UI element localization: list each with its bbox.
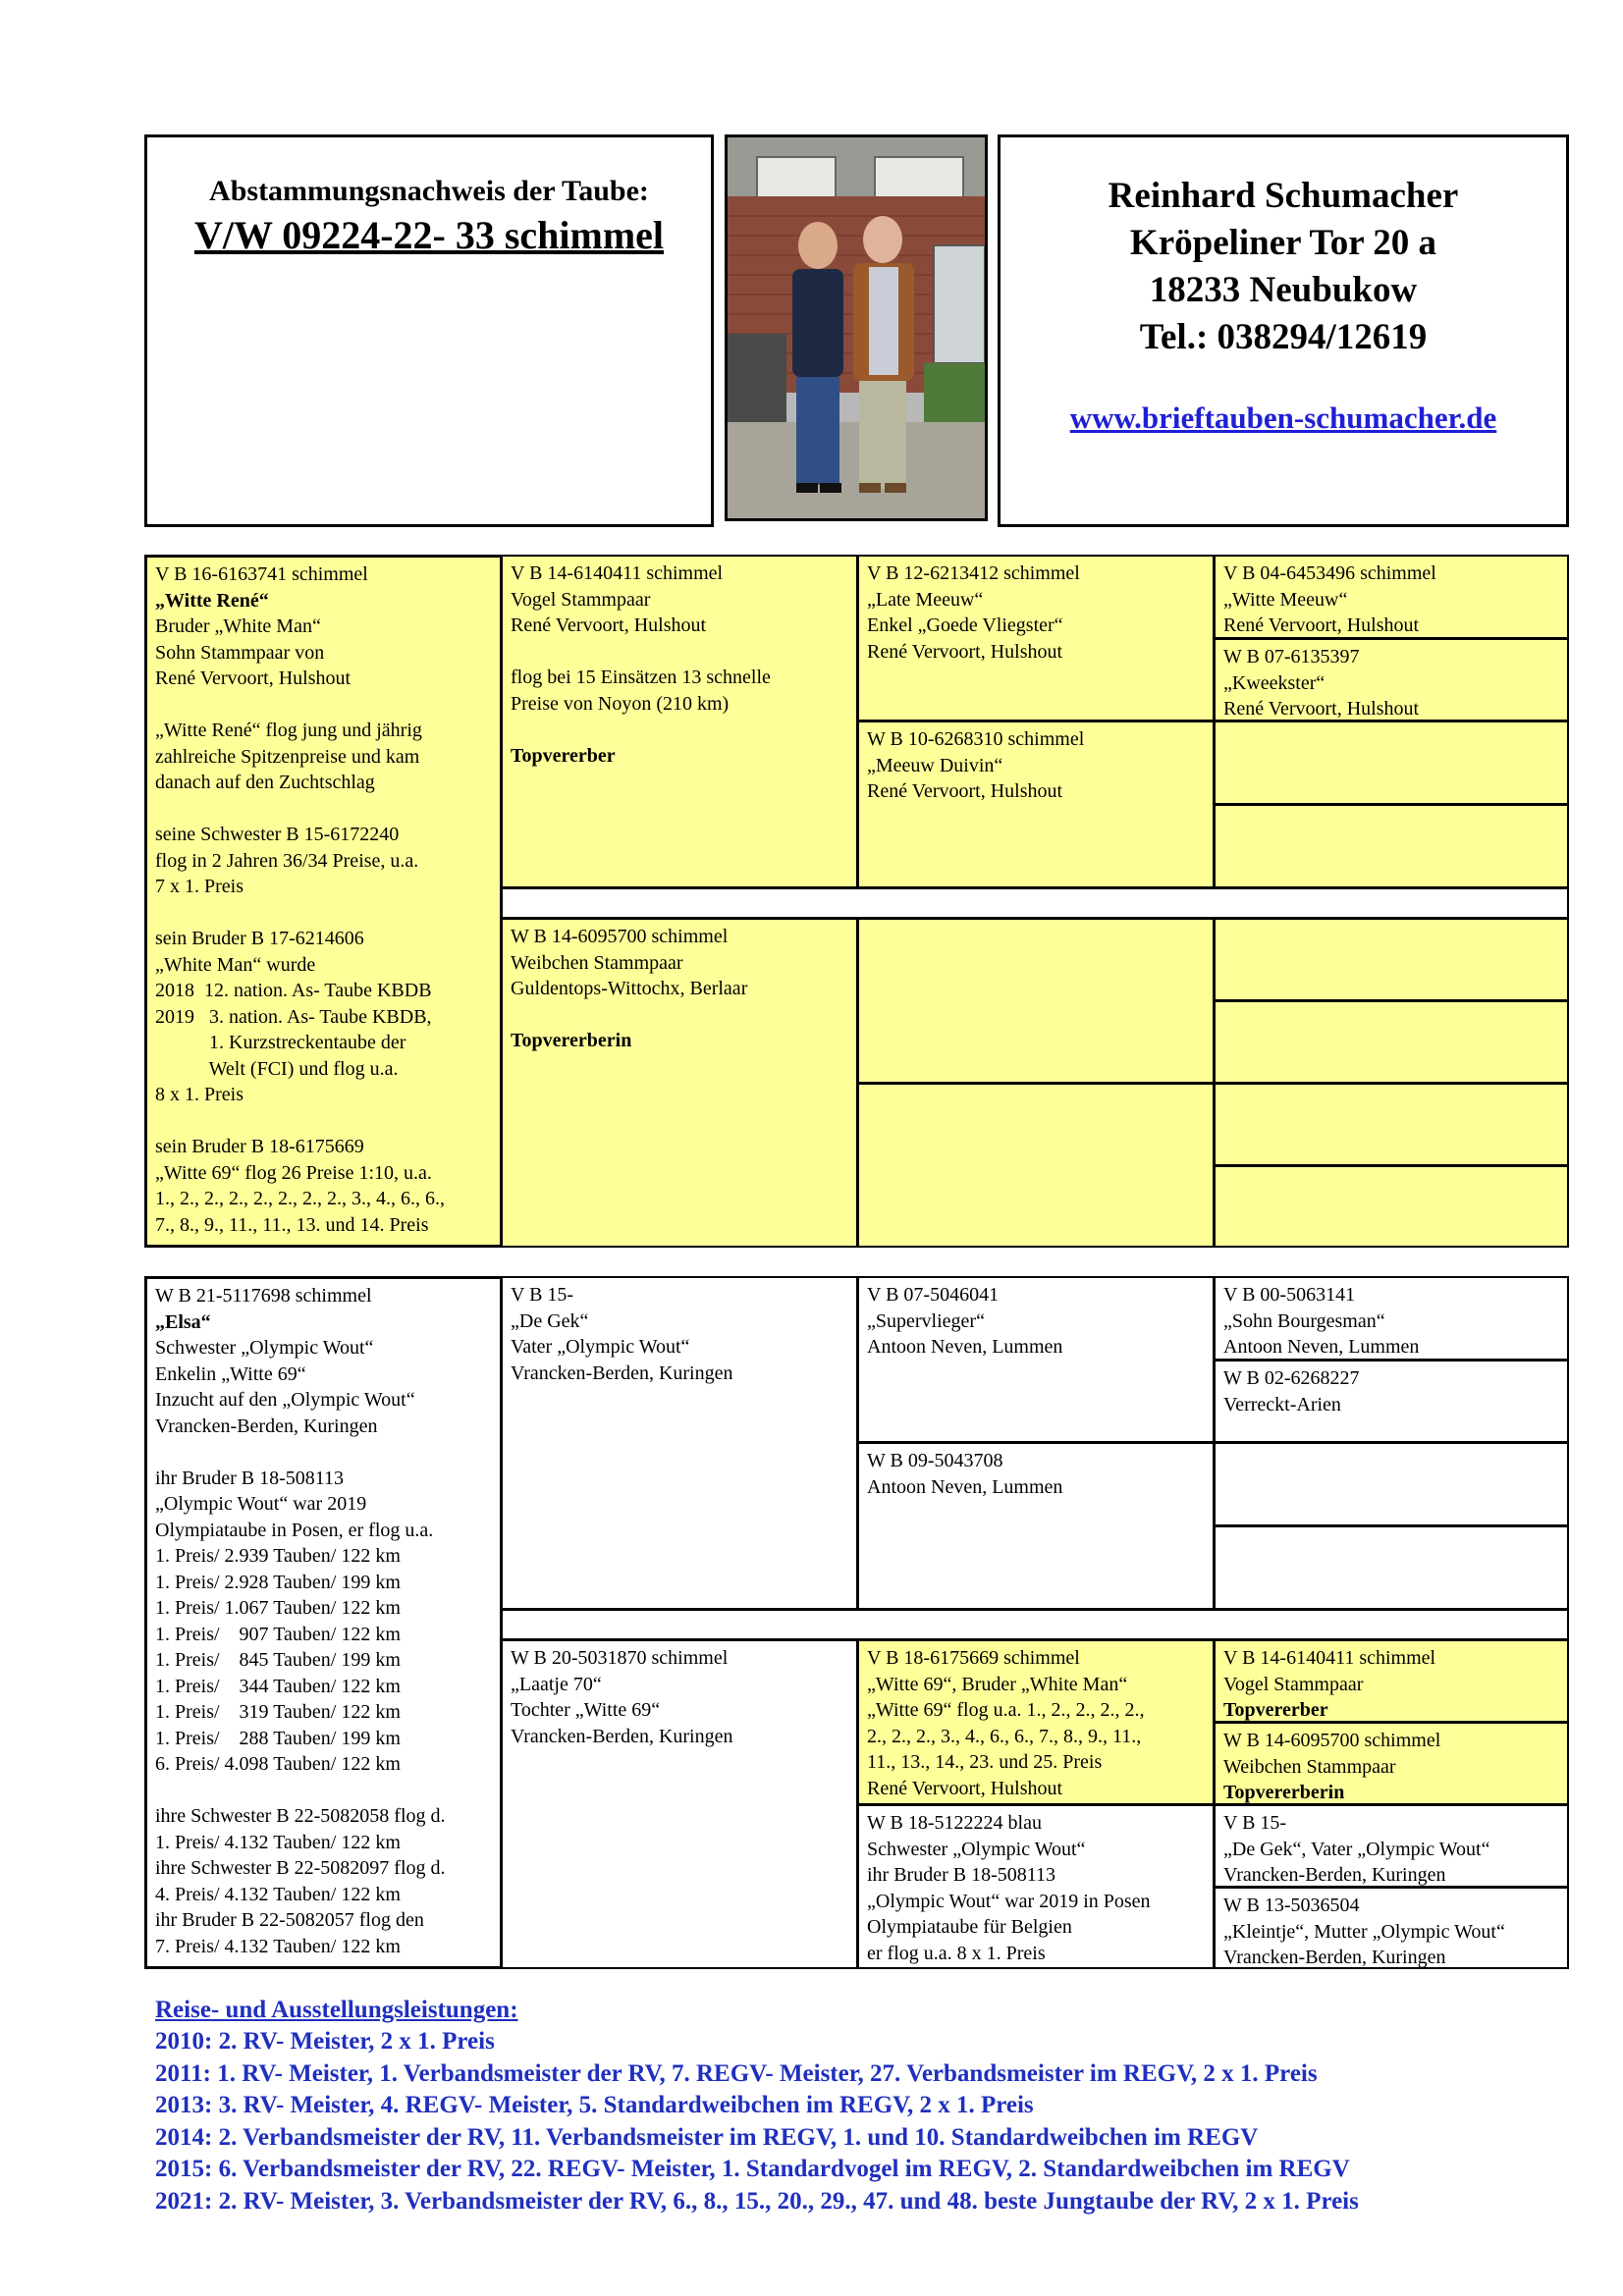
cell-text-line: W B 13-5036504 [1223, 1895, 1360, 1916]
cell-text-line: „Kleintje“, Mutter „Olympic Wout“ [1223, 1920, 1505, 1943]
cell-text-line: V B 00-5063141 [1223, 1284, 1356, 1306]
ggp-cell-16 [1214, 1887, 1569, 1969]
cell-text-line: Vrancken-Berden, Kuringen [1223, 1864, 1446, 1886]
cell-text-line: 1. Preis/ 2.928 Tauben/ 199 km [155, 1571, 401, 1593]
father-sire-cell [501, 555, 858, 888]
mother-spacer-row [501, 1609, 1569, 1640]
cell-text-line: Weibchen Stammpaar [511, 951, 683, 974]
cell-text-line: Antoon Neven, Lummen [1223, 1336, 1420, 1358]
cell-text-line: W B 07-6135397 [1223, 646, 1360, 667]
cell-text-line: V B 15- [511, 1284, 574, 1306]
owner-photo [725, 134, 988, 521]
cell-text-line: „Olympic Wout“ war 2019 in Posen [867, 1890, 1151, 1912]
cell-text-line [511, 717, 848, 743]
cell-text-line: ihre Schwester B 22-5082097 flog d. [155, 1857, 446, 1879]
father-sire-sire-cell [857, 555, 1215, 721]
cell-text-line: 2., 2., 2., 3., 4., 6., 6., 7., 8., 9., 11., [867, 1725, 1142, 1747]
performance-line: 2014: 2. Verbandsmeister der RV, 11. Verbandsmeister im REGV, 1. und 10. Standardweibchen im REGV [155, 2124, 1259, 2151]
cell-text-line: René Vervoort, Hulshout [867, 1777, 1063, 1799]
cell-text-line: ihr Bruder B 22-5082057 flog den [155, 1909, 424, 1931]
title-line2: V/W 09224-22- 33 schimmel [193, 213, 665, 257]
performance-line: 2015: 6. Verbandsmeister der RV, 22. REGV- Meister, 1. Standardvogel im REGV, 2. Standardweibchen im REGV [155, 2156, 1350, 2182]
cell-text-line: „De Gek“ [511, 1309, 589, 1332]
father-dam-cell [501, 918, 858, 1248]
cell-text-line: „Witte 69“, Bruder „White Man“ [867, 1673, 1128, 1695]
cell-text-line: Antoon Neven, Lummen [867, 1475, 1063, 1498]
cell-text-line: 1. Preis/ 2.939 Tauben/ 122 km [155, 1545, 401, 1567]
cell-text-line: „Olympic Wout“ war 2019 [155, 1493, 367, 1515]
performances-heading: Reise- und Ausstellungsleistungen: [155, 1997, 518, 2023]
ggp-cell-11 [1214, 1442, 1569, 1526]
cell-text-line: ihre Schwester B 22-5082058 flog d. [155, 1805, 446, 1827]
cell-text-line: 7., 8., 9., 11., 11., 13. und 14. Preis [155, 1213, 429, 1236]
cell-text-line: flog in 2 Jahren 36/34 Preise, u.a. [155, 849, 419, 872]
cell-text-line: 1. Preis/ 344 Tauben/ 122 km [155, 1675, 401, 1697]
cell-text-line [155, 796, 492, 823]
performance-line: 2010: 2. RV- Meister, 2 x 1. Preis [155, 2028, 495, 2055]
performance-line: 2011: 1. RV- Meister, 1. Verbandsmeister der RV, 7. REGV- Meister, 27. Verbandsmeister im REGV, 2 x 1. Preis [155, 2060, 1318, 2087]
cell-text-line: René Vervoort, Hulshout [1223, 614, 1420, 636]
cell-text-line: seine Schwester B 15-6172240 [155, 824, 400, 845]
cell-text-line: Verreckt-Arien [1223, 1393, 1341, 1415]
cell-text-line: Topvererber [1223, 1699, 1328, 1721]
cell-text-line: er flog u.a. 8 x 1. Preis [867, 1942, 1046, 1964]
cell-text-line: sein Bruder B 18-6175669 [155, 1136, 364, 1157]
cell-text-line: 4. Preis/ 4.132 Tauben/ 122 km [155, 1883, 401, 1905]
cell-text-line: W B 09-5043708 [867, 1450, 1003, 1471]
cell-text-line: „Late Meeuw“ [867, 588, 984, 611]
cell-text-line: W B 18-5122224 blau [867, 1812, 1042, 1834]
cell-text-line: Tochter „Witte 69“ [511, 1699, 661, 1721]
father-sire-dam-cell [857, 721, 1215, 888]
mother-main-cell [144, 1276, 502, 1969]
cell-text-line: V B 15- [1223, 1812, 1287, 1834]
cell-text-line: Topvererber [511, 744, 616, 767]
cell-text-line: W B 14-6095700 schimmel [511, 926, 729, 947]
title-line1: Abstammungsnachweis der Taube: [209, 175, 649, 207]
cell-text-line: Olympiataube für Belgien [867, 1916, 1072, 1938]
mother-sire-sire-cell [857, 1276, 1215, 1443]
cell-text-line: Preise von Noyon (210 km) [511, 692, 730, 715]
ggp-cell-3 [1214, 721, 1569, 805]
cell-text-line: „Laatje 70“ [511, 1673, 602, 1695]
cell-text-line: René Vervoort, Hulshout [1223, 698, 1420, 720]
cell-text-line: 6. Preis/ 4.098 Tauben/ 122 km [155, 1753, 401, 1775]
cell-text-line: Inzucht auf den „Olympic Wout“ [155, 1389, 415, 1411]
cell-text-line: Topvererberin [511, 1030, 632, 1051]
cell-text-line: Schwester „Olympic Wout“ [155, 1337, 374, 1359]
cell-text-line [155, 1439, 492, 1466]
father-dam-sire-cell [857, 918, 1215, 1084]
cell-text-line: Enkelin „Witte 69“ [155, 1362, 306, 1385]
cell-text-line: W B 21-5117698 schimmel [155, 1285, 372, 1307]
mother-dam-dam-cell [857, 1804, 1215, 1969]
cell-text-line: Antoon Neven, Lummen [867, 1336, 1063, 1358]
cell-text-line: René Vervoort, Hulshout [867, 780, 1063, 802]
owner-photo-image [728, 137, 985, 518]
cell-text-line [155, 900, 492, 927]
cell-text-line: 2018 12. nation. As- Taube KBDB [155, 980, 432, 1001]
cell-text-line: Vrancken-Berden, Kuringen [1223, 1947, 1446, 1968]
cell-text-line: „Kweekster“ [1223, 671, 1325, 694]
title-box [144, 134, 714, 527]
cell-text-line: zahlreiche Spitzenpreise und kam [155, 745, 420, 768]
cell-text-line: 1. Preis/ 845 Tauben/ 199 km [155, 1649, 401, 1671]
owner-phone: Tel.: 038294/12619 [1139, 317, 1428, 357]
father-spacer-row [501, 887, 1569, 919]
cell-text-line: Weibchen Stammpaar [1223, 1755, 1396, 1778]
cell-text-line: 1. Preis/ 1.067 Tauben/ 122 km [155, 1597, 401, 1619]
ggp-cell-15 [1214, 1804, 1569, 1888]
cell-text-line: danach auf den Zuchtschlag [155, 772, 375, 793]
cell-text-line: 11., 13., 14., 23. und 25. Preis [867, 1751, 1103, 1773]
cell-text-line: Vrancken-Berden, Kuringen [511, 1362, 733, 1384]
father-main-cell [144, 555, 502, 1248]
cell-text-line: „Witte Meeuw“ [1223, 588, 1348, 611]
owner-box [998, 134, 1569, 527]
cell-text-line: 1. Kurzstreckentaube der [155, 1032, 406, 1053]
ggp-cell-10 [1214, 1360, 1569, 1443]
cell-text-line: 8 x 1. Preis [155, 1084, 243, 1105]
cell-text-line: V B 14-6140411 schimmel [1223, 1647, 1436, 1669]
cell-text-line: Vogel Stammpaar [1223, 1673, 1364, 1695]
father-dam-dam-cell [857, 1083, 1215, 1248]
owner-city: 18233 Neubukow [1149, 270, 1418, 310]
cell-text-line: sein Bruder B 17-6214606 [155, 928, 364, 949]
owner-street: Kröpeliner Tor 20 a [1129, 223, 1437, 263]
cell-text-line: 1. Preis/ 319 Tauben/ 122 km [155, 1701, 401, 1723]
cell-text-line [155, 692, 492, 719]
ggp-cell-9 [1214, 1276, 1569, 1361]
ggp-cell-2 [1214, 638, 1569, 721]
cell-text-line: W B 10-6268310 schimmel [867, 728, 1085, 750]
cell-text-line: „Supervlieger“ [867, 1309, 985, 1332]
mother-sire-cell [501, 1276, 858, 1610]
cell-text-line: V B 16-6163741 schimmel [155, 563, 368, 585]
cell-text-line: 1. Preis/ 4.132 Tauben/ 122 km [155, 1831, 401, 1853]
cell-text-line: W B 14-6095700 schimmel [1223, 1730, 1441, 1751]
ggp-cell-4 [1214, 804, 1569, 888]
owner-website-link[interactable]: www.brieftauben-schumacher.de [1069, 400, 1497, 435]
cell-text-line: Vrancken-Berden, Kuringen [511, 1725, 733, 1747]
cell-text-line [511, 639, 848, 666]
cell-text-line: „Witte 69“ flog 26 Preise 1:10, u.a. [155, 1161, 432, 1184]
cell-text-line: „Witte René“ [155, 589, 269, 612]
cell-text-line: V B 18-6175669 schimmel [867, 1647, 1080, 1669]
cell-text-line: Vrancken-Berden, Kuringen [155, 1415, 378, 1437]
ggp-cell-5 [1214, 918, 1569, 1001]
ggp-cell-8 [1214, 1165, 1569, 1248]
cell-text-line: Enkel „Goede Vliegster“ [867, 614, 1063, 636]
cell-text-line: Vater „Olympic Wout“ [511, 1336, 690, 1358]
cell-text-line: „Elsa“ [155, 1310, 211, 1333]
ggp-cell-13 [1214, 1639, 1569, 1723]
cell-text-line: Olympiataube in Posen, er flog u.a. [155, 1519, 434, 1541]
cell-text-line [155, 1108, 492, 1135]
ggp-cell-14 [1214, 1722, 1569, 1805]
cell-text-line: Topvererberin [1223, 1782, 1345, 1803]
cell-text-line: 1. Preis/ 288 Tauben/ 199 km [155, 1727, 401, 1749]
cell-text-line: Sohn Stammpaar von [155, 641, 325, 664]
owner-name: Reinhard Schumacher [1108, 176, 1459, 216]
cell-text-line: V B 07-5046041 [867, 1284, 1000, 1306]
ggp-cell-6 [1214, 1000, 1569, 1084]
cell-text-line [511, 1002, 848, 1029]
cell-text-line: flog bei 15 Einsätzen 13 schnelle [511, 667, 771, 688]
mother-sire-dam-cell [857, 1442, 1215, 1610]
cell-text-line: 7 x 1. Preis [155, 876, 243, 897]
cell-text-line: „White Man“ wurde [155, 953, 316, 976]
cell-text-line: Guldentops-Wittochx, Berlaar [511, 978, 748, 999]
mother-dam-sire-cell [857, 1639, 1215, 1805]
cell-text-line [155, 1778, 492, 1804]
cell-text-line: „Witte René“ flog jung und jährig [155, 720, 422, 741]
cell-text-line: V B 14-6140411 schimmel [511, 562, 724, 584]
cell-text-line: René Vervoort, Hulshout [511, 614, 707, 636]
cell-text-line: „Witte 69“ flog u.a. 1., 2., 2., 2., 2., [867, 1699, 1145, 1721]
cell-text-line: „Meeuw Duivin“ [867, 754, 1003, 776]
cell-text-line: Vogel Stammpaar [511, 588, 651, 611]
cell-text-line: 1. Preis/ 907 Tauben/ 122 km [155, 1623, 401, 1645]
cell-text-line: René Vervoort, Hulshout [155, 667, 352, 689]
cell-text-line: ihr Bruder B 18-508113 [155, 1467, 345, 1489]
performance-line: 2021: 2. RV- Meister, 3. Verbandsmeister der RV, 6., 8., 15., 20., 29., 47. und 48. beste Jungtaube der RV, 2 x 1. Preis [155, 2188, 1359, 2215]
cell-text-line: „De Gek“, Vater „Olympic Wout“ [1223, 1838, 1490, 1860]
cell-text-line: V B 12-6213412 schimmel [867, 562, 1080, 584]
cell-text-line: W B 20-5031870 schimmel [511, 1647, 729, 1669]
cell-text-line: Welt (FCI) und flog u.a. [155, 1057, 399, 1080]
mother-dam-cell [501, 1639, 858, 1969]
cell-text-line: René Vervoort, Hulshout [867, 640, 1063, 663]
cell-text-line: 1., 2., 2., 2., 2., 2., 2., 2., 3., 4., 6., 6., [155, 1188, 445, 1209]
cell-text-line: ihr Bruder B 18-508113 [867, 1864, 1056, 1886]
cell-text-line: W B 02-6268227 [1223, 1367, 1360, 1389]
cell-text-line: 2019 3. nation. As- Taube KBDB, [155, 1005, 432, 1028]
cell-text-line: „Sohn Bourgesman“ [1223, 1309, 1385, 1332]
ggp-cell-1 [1214, 555, 1569, 639]
cell-text-line: V B 04-6453496 schimmel [1223, 562, 1436, 584]
cell-text-line: Schwester „Olympic Wout“ [867, 1838, 1086, 1860]
performance-line: 2013: 3. RV- Meister, 4. REGV- Meister, 5. Standardweibchen im REGV, 2 x 1. Preis [155, 2092, 1034, 2118]
ggp-cell-7 [1214, 1083, 1569, 1166]
ggp-cell-12 [1214, 1525, 1569, 1610]
cell-text-line: 7. Preis/ 4.132 Tauben/ 122 km [155, 1935, 401, 1957]
cell-text-line: Bruder „White Man“ [155, 615, 321, 637]
